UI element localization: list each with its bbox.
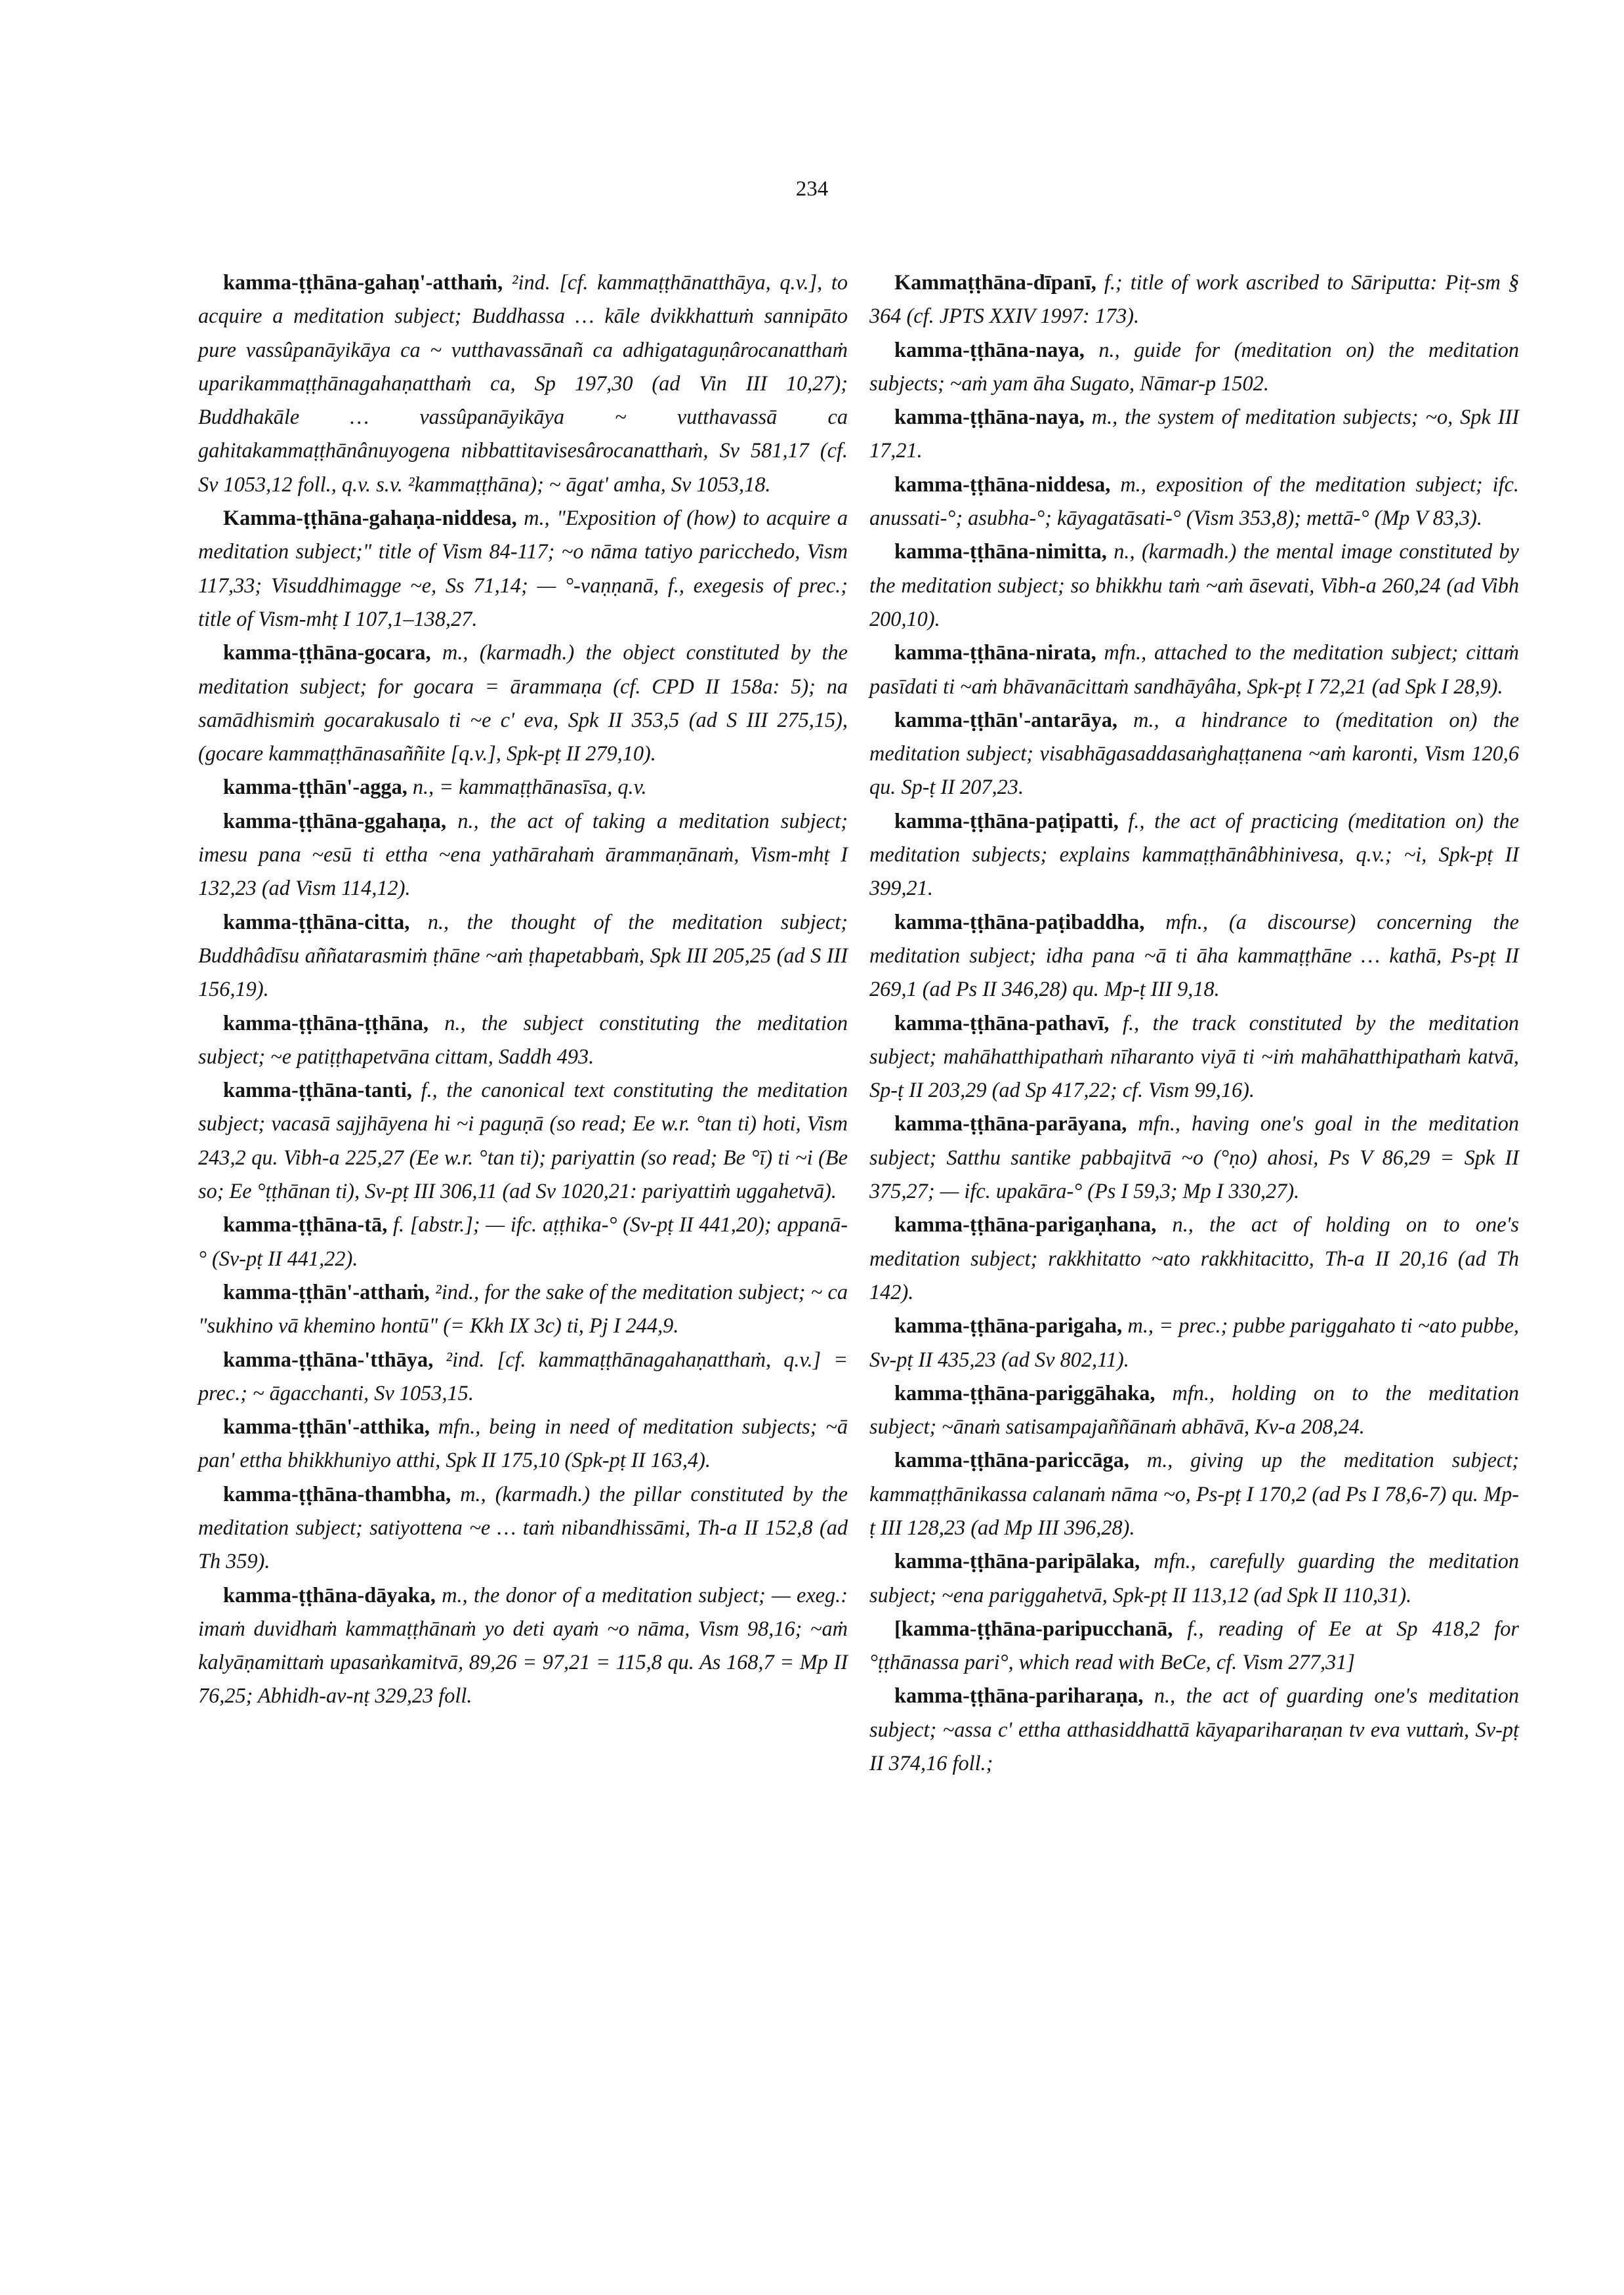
entry-headword: kamma-ṭṭhāna-pariggāhaka, xyxy=(894,1380,1156,1405)
entry-definition: m., = prec.; pubbe pariggahato ti ~ato pubbe, Sv-pṭ II 435,23 (ad Sv 802,11). xyxy=(869,1313,1519,1371)
entry-headword: kamma-ṭṭhāna-ṭṭhāna, xyxy=(223,1010,429,1035)
dictionary-entry xyxy=(869,905,1519,1006)
entry-definition: f.; title of work ascribed to Sāriputta: Piṭ-sm § 364 (cf. JPTS XXIV 1997: 173). xyxy=(869,270,1519,328)
dictionary-entry xyxy=(869,1679,1519,1780)
dictionary-entry xyxy=(198,1410,848,1478)
dictionary-entry xyxy=(198,1073,848,1208)
entry-headword: kamma-ṭṭhāna-gocara, xyxy=(223,640,431,665)
dictionary-entry xyxy=(198,266,848,501)
entry-headword: kamma-ṭṭhāna-parāyana, xyxy=(894,1111,1127,1136)
entry-headword: kamma-ṭṭhān'-antarāya, xyxy=(894,707,1118,732)
entry-headword: kamma-ṭṭhāna-naya, xyxy=(894,337,1085,362)
entry-headword: kamma-ṭṭhāna-niddesa, xyxy=(894,472,1111,496)
entry-headword: kamma-ṭṭhāna-pariharaṇa, xyxy=(894,1684,1144,1708)
entry-headword: kamma-ṭṭhāna-dāyaka, xyxy=(223,1582,436,1607)
dictionary-entry xyxy=(198,1275,848,1343)
entry-headword: kamma-ṭṭhān'-agga, xyxy=(223,775,407,799)
dictionary-entry xyxy=(869,636,1519,703)
entry-definition: mfn., holding on to the meditation subject; ~ānaṁ satisampajaññānaṁ abhāvā, Kv-a 208,24. xyxy=(869,1380,1519,1439)
entry-definition: f., reading of Ee at Sp 418,2 for °ṭṭhānassa pari°, which read with BeCe, cf. Vism 277,31] xyxy=(869,1616,1519,1674)
entry-headword: kamma-ṭṭhāna-parigaha, xyxy=(894,1313,1123,1338)
entry-definition: ²ind. [cf. kammaṭṭhānagahaṇatthaṁ, q.v.] = prec.; ~ āgacchanti, Sv 1053,15. xyxy=(198,1347,848,1405)
entry-definition: mfn., carefully guarding the meditation subject; ~ena pariggahetvā, Spk-pṭ II 113,12 (ad Spk II 110,31). xyxy=(869,1549,1519,1607)
dictionary-entry xyxy=(198,905,848,1006)
entry-headword: kamma-ṭṭhān'-atthika, xyxy=(223,1415,430,1439)
dictionary-entry xyxy=(869,468,1519,535)
entry-headword: [kamma-ṭṭhāna-paripucchanā, xyxy=(894,1616,1173,1640)
entry-headword: Kammaṭṭhāna-dīpanī, xyxy=(894,270,1096,294)
dictionary-entry xyxy=(869,703,1519,804)
entry-headword: kamma-ṭṭhāna-thambha, xyxy=(223,1481,451,1506)
entry-headword: kamma-ṭṭhāna-parigaṇhana, xyxy=(894,1212,1157,1237)
entry-headword: kamma-ṭṭhāna-paripālaka, xyxy=(894,1549,1140,1573)
dictionary-entry xyxy=(198,1343,848,1411)
dictionary-entry xyxy=(869,266,1519,333)
entry-headword: kamma-ṭṭhāna-paṭibaddha, xyxy=(894,909,1145,934)
entry-headword: kamma-ṭṭhāna-nirata, xyxy=(894,640,1096,665)
dictionary-entry xyxy=(198,1579,848,1713)
dictionary-entry xyxy=(869,1443,1519,1544)
entry-headword: kamma-ṭṭhāna-pariccāga, xyxy=(894,1448,1129,1472)
entry-headword: kamma-ṭṭhāna-naya, xyxy=(894,405,1085,429)
entry-definition: m., (karmadh.) the pillar constituted by the meditation subject; satiyottena ~e … taṁ nibandhissāmi, Th-a II 152,8 (ad Th 359). xyxy=(198,1481,848,1573)
dictionary-entry xyxy=(869,1544,1519,1612)
entry-definition: n., the act of guarding one's meditation subject; ~assa c' ettha atthasiddhattā kāyapariharaṇan tv eva vuttaṁ, Sv-pṭ II 374,16 foll.; xyxy=(869,1684,1519,1775)
dictionary-entry xyxy=(869,535,1519,636)
entry-definition: mfn., being in need of meditation subjects; ~ā pan' ettha bhikkhuniyo atthi, Spk II 175,10 (Spk-pṭ II 163,4). xyxy=(198,1415,848,1472)
dictionary-entry xyxy=(869,333,1519,401)
dictionary-entry xyxy=(198,501,848,636)
entry-definition: f., the track constituted by the meditation subject; mahāhatthipathaṁ nīharanto viyā ti ~iṁ mahāhatthipathaṁ katvā, Sp-ṭ II 203,29 (ad Sp 417,22; cf. Vism 99,16). xyxy=(869,1010,1519,1102)
entry-headword: kamma-ṭṭhāna-tā, xyxy=(223,1212,388,1237)
entry-headword: kamma-ṭṭhāna-pathavī, xyxy=(894,1010,1110,1035)
dictionary-entry xyxy=(198,804,848,905)
dictionary-entry xyxy=(869,1612,1519,1680)
dictionary-entry xyxy=(198,770,848,804)
page-number: 234 xyxy=(795,177,829,201)
entry-headword: kamma-ṭṭhāna-nimitta, xyxy=(894,539,1107,564)
dictionary-entry xyxy=(869,400,1519,468)
entry-definition: n., the act of taking a meditation subject; imesu pana ~esū ti ettha ~ena yathārahaṁ ārammaṇānaṁ, Vism-mhṭ I 132,23 (ad Vism 114,12). xyxy=(198,808,848,900)
entry-definition: n., = kammaṭṭhānasīsa, q.v. xyxy=(407,775,647,799)
right-column xyxy=(869,266,1519,1780)
entry-definition: m., a hindrance to (meditation on) the meditation subject; visabhāgasaddasaṅghaṭṭanena ~aṁ karonti, Vism 120,6 qu. Sp-ṭ II 207,23. xyxy=(869,707,1519,799)
dictionary-entry xyxy=(869,1107,1519,1208)
entry-definition: m., the system of meditation subjects; ~o, Spk III 17,21. xyxy=(869,405,1519,463)
entry-definition: n., the thought of the meditation subject; Buddhâdīsu aññatarasmiṁ ṭhāne ~aṁ ṭhapetabbaṁ, Spk III 205,25 (ad S III 156,19). xyxy=(198,909,848,1001)
dictionary-entry xyxy=(198,636,848,770)
dictionary-entry xyxy=(869,804,1519,905)
entry-definition: mfn., attached to the meditation subject; cittaṁ pasīdati ti ~aṁ bhāvanācittaṁ sandhāyâha, Spk-pṭ I 72,21 (ad Spk I 28,9). xyxy=(869,640,1519,698)
entry-headword: kamma-ṭṭhāna-paṭipatti, xyxy=(894,808,1119,833)
entry-definition: ²ind., for the sake of the meditation subject; ~ ca "sukhino vā khemino hontū" (= Kkh IX 3c) ti, Pj I 244,9. xyxy=(198,1279,848,1338)
entry-definition: f., the act of practicing (meditation on) the meditation subjects; explains kammaṭṭhānâbhinivesa, q.v.; ~i, Spk-pṭ II 399,21. xyxy=(869,808,1519,900)
entry-headword: kamma-ṭṭhān'-atthaṁ, xyxy=(223,1279,430,1304)
entry-definition: ²ind. [cf. kammaṭṭhānatthāya, q.v.], to acquire a meditation subject; Buddhassa … kāle dvikkhattuṁ sannipāto pure vassûpanāyikāya ca ~ vutthavassānañ ca adhigataguṇârocanatthaṁ uparikammaṭṭhānagahaṇatthaṁ ca, Sp 197,30 (ad Vin III 10,27); Buddhakāle … vassûpanāyikāya ~ vutthavassā ca gahitakammaṭṭhānânuyogena nibbattitavisesârocanatthaṁ, Sv 581,17 (cf. Sv 1053,12 foll., q.v. s.v. ²kammaṭṭhāna); ~ āgat' amha, Sv 1053,18. xyxy=(198,270,848,496)
entry-headword: Kamma-ṭṭhāna-gahaṇa-niddesa, xyxy=(223,506,517,530)
dictionary-entry xyxy=(198,1006,848,1074)
entry-definition: m., exposition of the meditation subject; ifc. anussati-°; asubha-°; kāyagatāsati-° (Vism 353,8); mettā-° (Mp V 83,3). xyxy=(869,472,1519,530)
entry-definition: m., the donor of a meditation subject; — exeg.: imaṁ duvidhaṁ kammaṭṭhānaṁ yo deti ayaṁ ~o nāma, Vism 98,16; ~aṁ kalyāṇamittaṁ upasaṅkamitvā, 89,26 = 97,21 = 115,8 qu. As 168,7 = Mp II 76,25; Abhidh-av-nṭ 329,23 foll. xyxy=(198,1582,848,1708)
dictionary-entry xyxy=(198,1478,848,1579)
entry-definition: m., giving up the meditation subject; kammaṭṭhānikassa calanaṁ nāma ~o, Ps-pṭ I 170,2 (ad Ps I 78,6-7) qu. Mp-ṭ III 128,23 (ad Mp III 396,28). xyxy=(869,1448,1519,1539)
left-column xyxy=(198,266,848,1713)
entry-headword: kamma-ṭṭhāna-tanti, xyxy=(223,1078,412,1102)
entry-headword: kamma-ṭṭhāna-citta, xyxy=(223,909,410,934)
entry-definition: f., the canonical text constituting the meditation subject; vacasā sajjhāyena hi ~i paguṇā (so read; Ee w.r. °tan ti) hoti, Vism 243,2 qu. Vibh-a 225,27 (Ee w.r. °tan ti); pariyattin (so read; Be °ī) ti ~i (Be so; Ee °ṭṭhānan ti), Sv-pṭ III 306,11 (ad Sv 1020,21: pariyattiṁ uggahetvā). xyxy=(198,1078,848,1203)
entry-definition: m., (karmadh.) the object constituted by the meditation subject; for gocara = ārammaṇa (cf. CPD II 158a: 5); na samādhismiṁ gocarakusalo ti ~e c' eva, Spk II 353,5 (ad S III 275,15), (gocare kammaṭṭhānasaññite [q.v.], Spk-pṭ II 279,10). xyxy=(198,640,848,766)
entry-headword: kamma-ṭṭhāna-'tthāya, xyxy=(223,1347,434,1371)
entry-definition: n., the subject constituting the meditation subject; ~e patiṭṭhapetvāna cittam, Saddh 493. xyxy=(198,1010,848,1068)
entry-definition: m., "Exposition of (how) to acquire a meditation subject;" title of Vism 84-117; ~o nāma tatiyo paricchedo, Vism 117,33; Visuddhimagge ~e, Ss 71,14; — °-vaṇṇanā, f., exegesis of prec.; title of Vism-mhṭ I 107,1–138,27. xyxy=(198,506,848,631)
dictionary-entry xyxy=(869,1309,1519,1376)
entry-definition: mfn., (a discourse) concerning the meditation subject; idha pana ~ā ti āha kammaṭṭhāne … kathā, Ps-pṭ II 269,1 (ad Ps II 346,28) qu. Mp-ṭ III 9,18. xyxy=(869,909,1519,1001)
dictionary-entry xyxy=(869,1376,1519,1444)
entry-definition: n., the act of holding on to one's meditation subject; rakkhitatto ~ato rakkhitacitto, Th-a II 20,16 (ad Th 142). xyxy=(869,1212,1519,1304)
entry-headword: kamma-ṭṭhāna-ggahaṇa, xyxy=(223,808,447,833)
dictionary-entry xyxy=(198,1208,848,1275)
entry-definition: f. [abstr.]; — ifc. aṭṭhika-° (Sv-pṭ II 441,20); appanā-° (Sv-pṭ II 441,22). xyxy=(198,1212,848,1270)
dictionary-entry xyxy=(869,1006,1519,1107)
entry-definition: n., (karmadh.) the mental image constituted by the meditation subject; so bhikkhu taṁ ~aṁ āsevati, Vibh-a 260,24 (ad Vibh 200,10). xyxy=(869,539,1519,631)
entry-definition: n., guide for (meditation on) the meditation subjects; ~aṁ yam āha Sugato, Nāmar-p 1502. xyxy=(869,337,1519,395)
entry-definition: mfn., having one's goal in the meditation subject; Satthu santike pabbajitvā ~o (°ṇo) ahosi, Ps V 86,29 = Spk II 375,27; — ifc. upakāra-° (Ps I 59,3; Mp I 330,27). xyxy=(869,1111,1519,1203)
entry-headword: kamma-ṭṭhāna-gahaṇ'-atthaṁ, xyxy=(223,270,503,294)
dictionary-entry xyxy=(869,1208,1519,1309)
